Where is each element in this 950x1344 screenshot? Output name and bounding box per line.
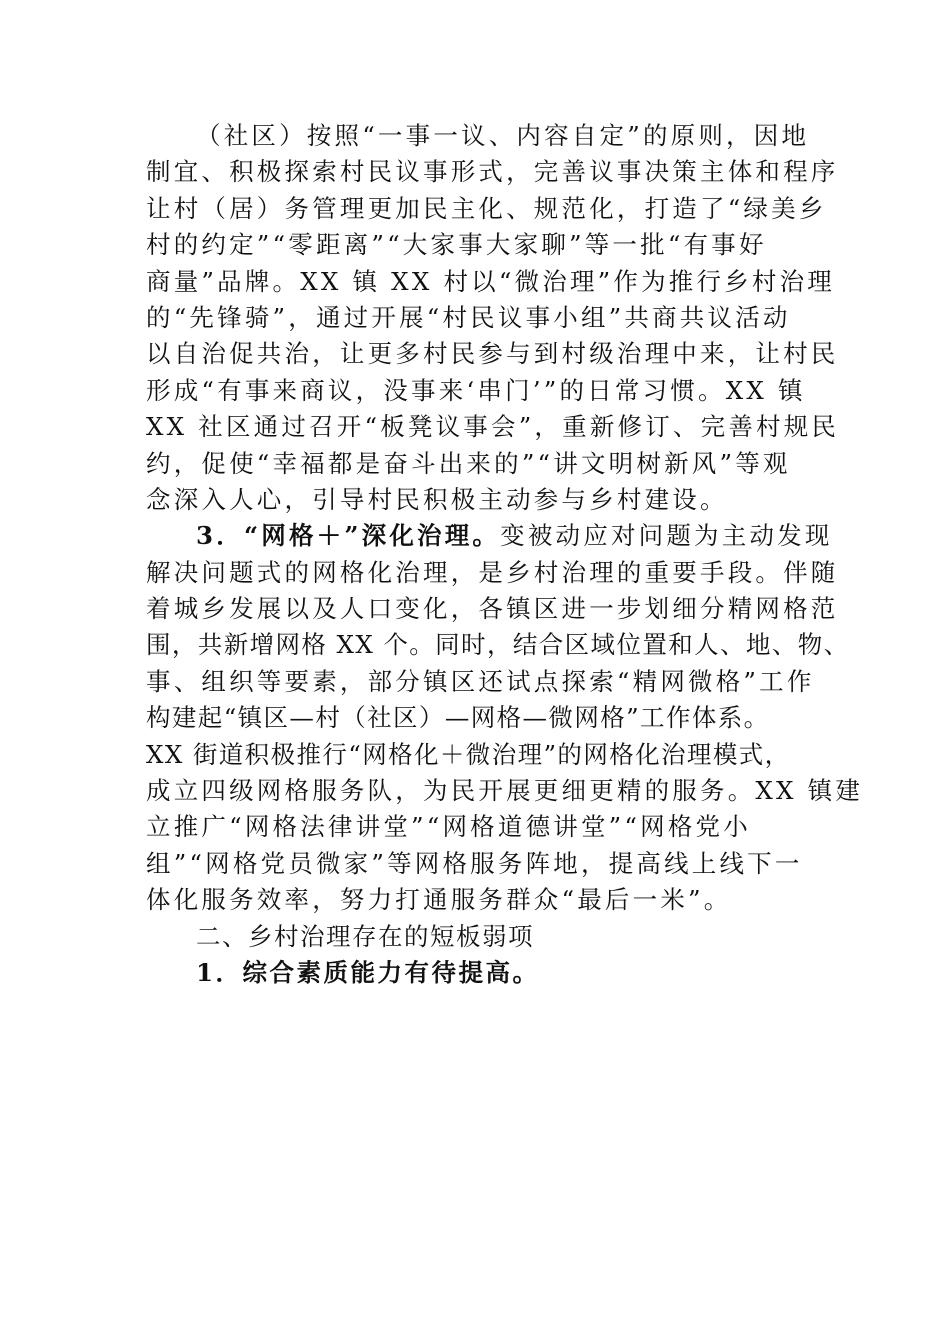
paragraph-line: 的“先锋骑”，通过开展“村民议事小组”共商共议活动 [146,302,791,332]
paragraph-line: 体化服务效率，努力打通服务群众“最后一米”。 [146,885,732,915]
paragraph-line: 着城乡发展以及人口变化，各镇区进一步划细分精网格范 [146,594,839,624]
paragraph-line: XX 街道积极推行“网格化＋微治理”的网格化治理模式， [146,739,791,769]
paragraph-line: 组”“网格党员微家”等网格服务阵地，提高线上线下一 [146,848,803,878]
body-text [146,118,864,991]
section-3-first-line-text: 变被动应对问题为主动发现 [500,521,833,551]
paragraph-line: 解决问题式的网格化治理，是乡村治理的重要手段。伴随 [146,557,839,587]
paragraph-line: 成立四级网格服务队，为民开展更细更精的服务。XX 镇建 [146,776,864,806]
paragraph-line: 制宜、积极探索村民议事形式，完善议事决策主体和程序 [146,157,839,187]
paragraph-line: （社区）按照“一事一议、内容自定”的原则，因地 [196,121,810,150]
paragraph-line: 约，促使“幸福都是奋斗出来的”“讲文明树新风”等观 [146,448,791,478]
paragraph-line: 立推广“网格法律讲堂”“网格道德讲堂”“网格党小 [146,812,751,842]
paragraph-line: 以自治促共治，让更多村民参与到村级治理中来，让村民 [146,339,839,369]
paragraph-line: 念深入人心，引导村民积极主动参与乡村建设。 [146,484,728,514]
paragraph-line: 围，共新增网格 XX 个。同时，结合区域位置和人、地、物、 [146,630,850,660]
paragraph-line: 商量”品牌。XX 镇 XX 村以“微治理”作为推行乡村治理 [146,266,836,296]
section-heading: 二、乡村治理存在的短板弱项 [196,921,534,951]
subsection-heading: 1．综合素质能力有待提高。 [196,957,540,987]
paragraph-line: 村的约定”“零距离”“大家事大家聊”等一批“有事好 [146,230,767,260]
paragraph-line: 事、组织等要素，部分镇区还试点探索“精网微格”工作 [146,666,815,696]
section-3-first-line [146,518,836,554]
paragraph-line: 形成“有事来商议，没事来‘串门’”的日常习惯。XX 镇 [146,375,806,405]
paragraph-line: 让村（居）务管理更加民主化、规范化，打造了“绿美乡 [146,193,827,223]
section-3-title: 3．“网格＋”深化治理。 [196,521,501,551]
paragraph-line: 构建起“镇区—村（社区）—网格—微网格”工作体系。 [146,703,770,733]
paragraph-line: XX 社区通过召开“板凳议事会”，重新修订、完善村规民 [146,412,840,442]
